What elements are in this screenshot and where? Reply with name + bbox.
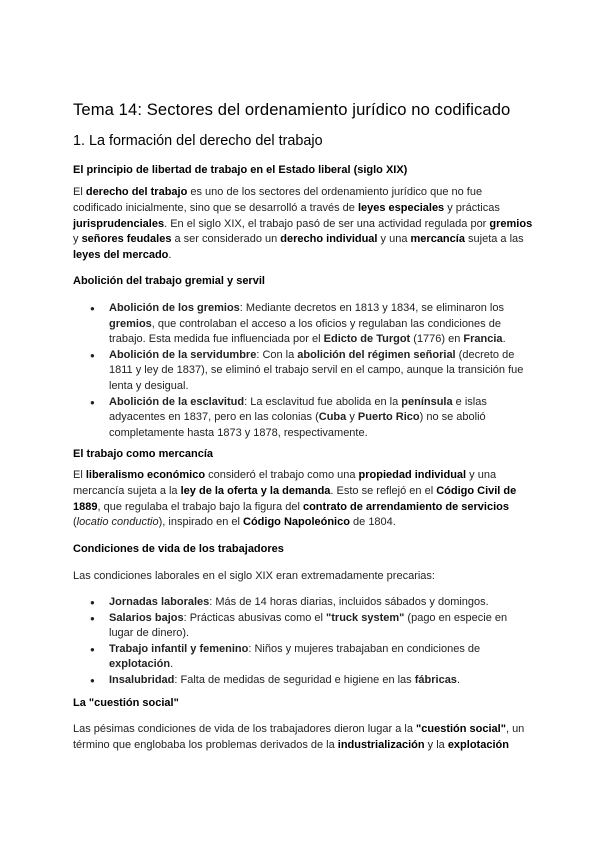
bold-term: gremios [109,317,152,330]
bold-term: Francia [463,333,503,346]
italic-term: locatio conductio [76,516,159,529]
section-heading: 1. La formación del derecho del trabajo [73,133,323,149]
bold-term: Abolición de la servidumbre [109,348,257,361]
bold-term: jurisprudenciales [73,217,165,230]
bold-term: Puerto Rico [357,411,420,424]
list-abolicion [73,301,533,441]
subheading-principio: El principio de libertad de trabajo en el Estado liberal (siglo XIX) [73,164,408,176]
bold-term: liberalismo económico [85,469,206,481]
page-title: Tema 14: Sectores del ordenamiento jurídico no codificado [73,100,511,119]
bold-term: abolición del régimen señorial [297,348,456,361]
list-item: ● Salarios bajos: Prácticas abusivas como el "truck system" (pago en especie en lugar de dinero). [73,611,533,642]
list-condiciones [73,595,533,689]
bold-term: señores feudales [81,233,172,246]
bold-term: derecho del trabajo [85,186,188,198]
list-item: ● Jornadas laborales: Más de 14 horas diarias, incluidos sábados y domingos. [73,595,533,611]
bold-term: contrato de arrendamiento de servicios [302,500,509,513]
bold-term: leyes especiales [357,201,445,214]
subheading-cuestion: La "cuestión social" [73,697,179,709]
bold-term: industrialización [337,738,425,751]
bold-term: Insalubridad [109,673,175,686]
bold-term: Código Civil de 1889 [73,484,517,513]
bold-term: "cuestión social" [416,723,506,735]
bold-term: propiedad individual [358,469,467,481]
list-item: ● Insalubridad: Falta de medidas de seguridad e higiene en las fábricas. [73,673,533,689]
bold-term: ley de la oferta y la demanda [180,484,331,497]
paragraph-condiciones: Las condiciones laborales en el siglo XIX eran extremadamente precarias: [73,570,435,582]
list-item: ● Trabajo infantil y femenino: Niños y mujeres trabajaban en condiciones de explotación. [73,642,533,673]
bold-term: Edicto de Turgot [323,333,411,346]
bold-term: Cuba [318,411,347,424]
subheading-mercancia: El trabajo como mercancía [73,448,213,460]
bold-term: Trabajo infantil y femenino [109,642,249,655]
bold-term: mercancía [410,233,465,246]
subheading-abolicion: Abolición del trabajo gremial y servil [73,275,265,287]
paragraph-mercancia: El liberalismo económico consideró el trabajo como una propiedad individual y una mercancía sujeta a la ley de la oferta y la demanda. Esto se reflejó en el Código Civil de 1889, que regulaba el trabajo bajo la figura del contrato de arrendamiento de servicios (locatio conductio), inspirado en el Código Napoleónico de 1804. [73,469,517,529]
bold-term: Abolición de los gremios [109,302,240,314]
bold-term: explotación [447,738,509,751]
list-item: ● Abolición de la servidumbre: Con la abolición del régimen señorial (decreto de 1811 y ley de 1837), se eliminó el trabajo servil en el campo, aunque la transición fue lenta y desigual. [73,348,533,395]
bold-term: Jornadas laborales [109,596,210,608]
paragraph-principio: El derecho del trabajo es uno de los sectores del ordenamiento jurídico que no fue codificado inicialmente, sino que se desarrolló a través de leyes especiales y prácticas jurisprudenciales. En el siglo XIX, el trabajo pasó de ser una actividad regulada por gremios y señores feudales a ser considerado un derecho individual y una mercancía sujeta a las leyes del mercado. [73,186,533,262]
bold-term: Salarios bajos [109,611,184,624]
bold-term: Abolición de la esclavitud [109,395,245,408]
bold-term: gremios [489,217,533,230]
bold-term: leyes del mercado [73,249,169,262]
bold-term: "truck system" [326,611,405,624]
bold-term: Código Napoleónico [243,516,350,529]
list-item: ● Abolición de la esclavitud: La esclavitud fue abolida en la península e islas adyacentes en 1837, pero en las colonias (Cuba y Puerto Rico) no se abolió completamente hasta 1873 y 1878, respectivamente. [73,395,533,442]
list-item: ● Abolición de los gremios: Mediante decretos en 1813 y 1834, se eliminaron los gremios, que controlaban el acceso a los oficios y regulaban las condiciones de trabajo. Esta medida fue influenciada por el Edicto de Turgot (1776) en Francia. [73,301,533,348]
bold-term: fábricas [414,673,457,686]
bold-term: explotación [109,658,171,671]
paragraph-cuestion: Las pésimas condiciones de vida de los trabajadores dieron lugar a la "cuestión social", un término que englobaba los problemas derivados de la industrialización y la explotación [73,723,525,751]
subheading-condiciones: Condiciones de vida de los trabajadores [73,543,284,555]
bold-term: derecho individual [280,233,378,246]
bold-term: península [401,395,453,408]
